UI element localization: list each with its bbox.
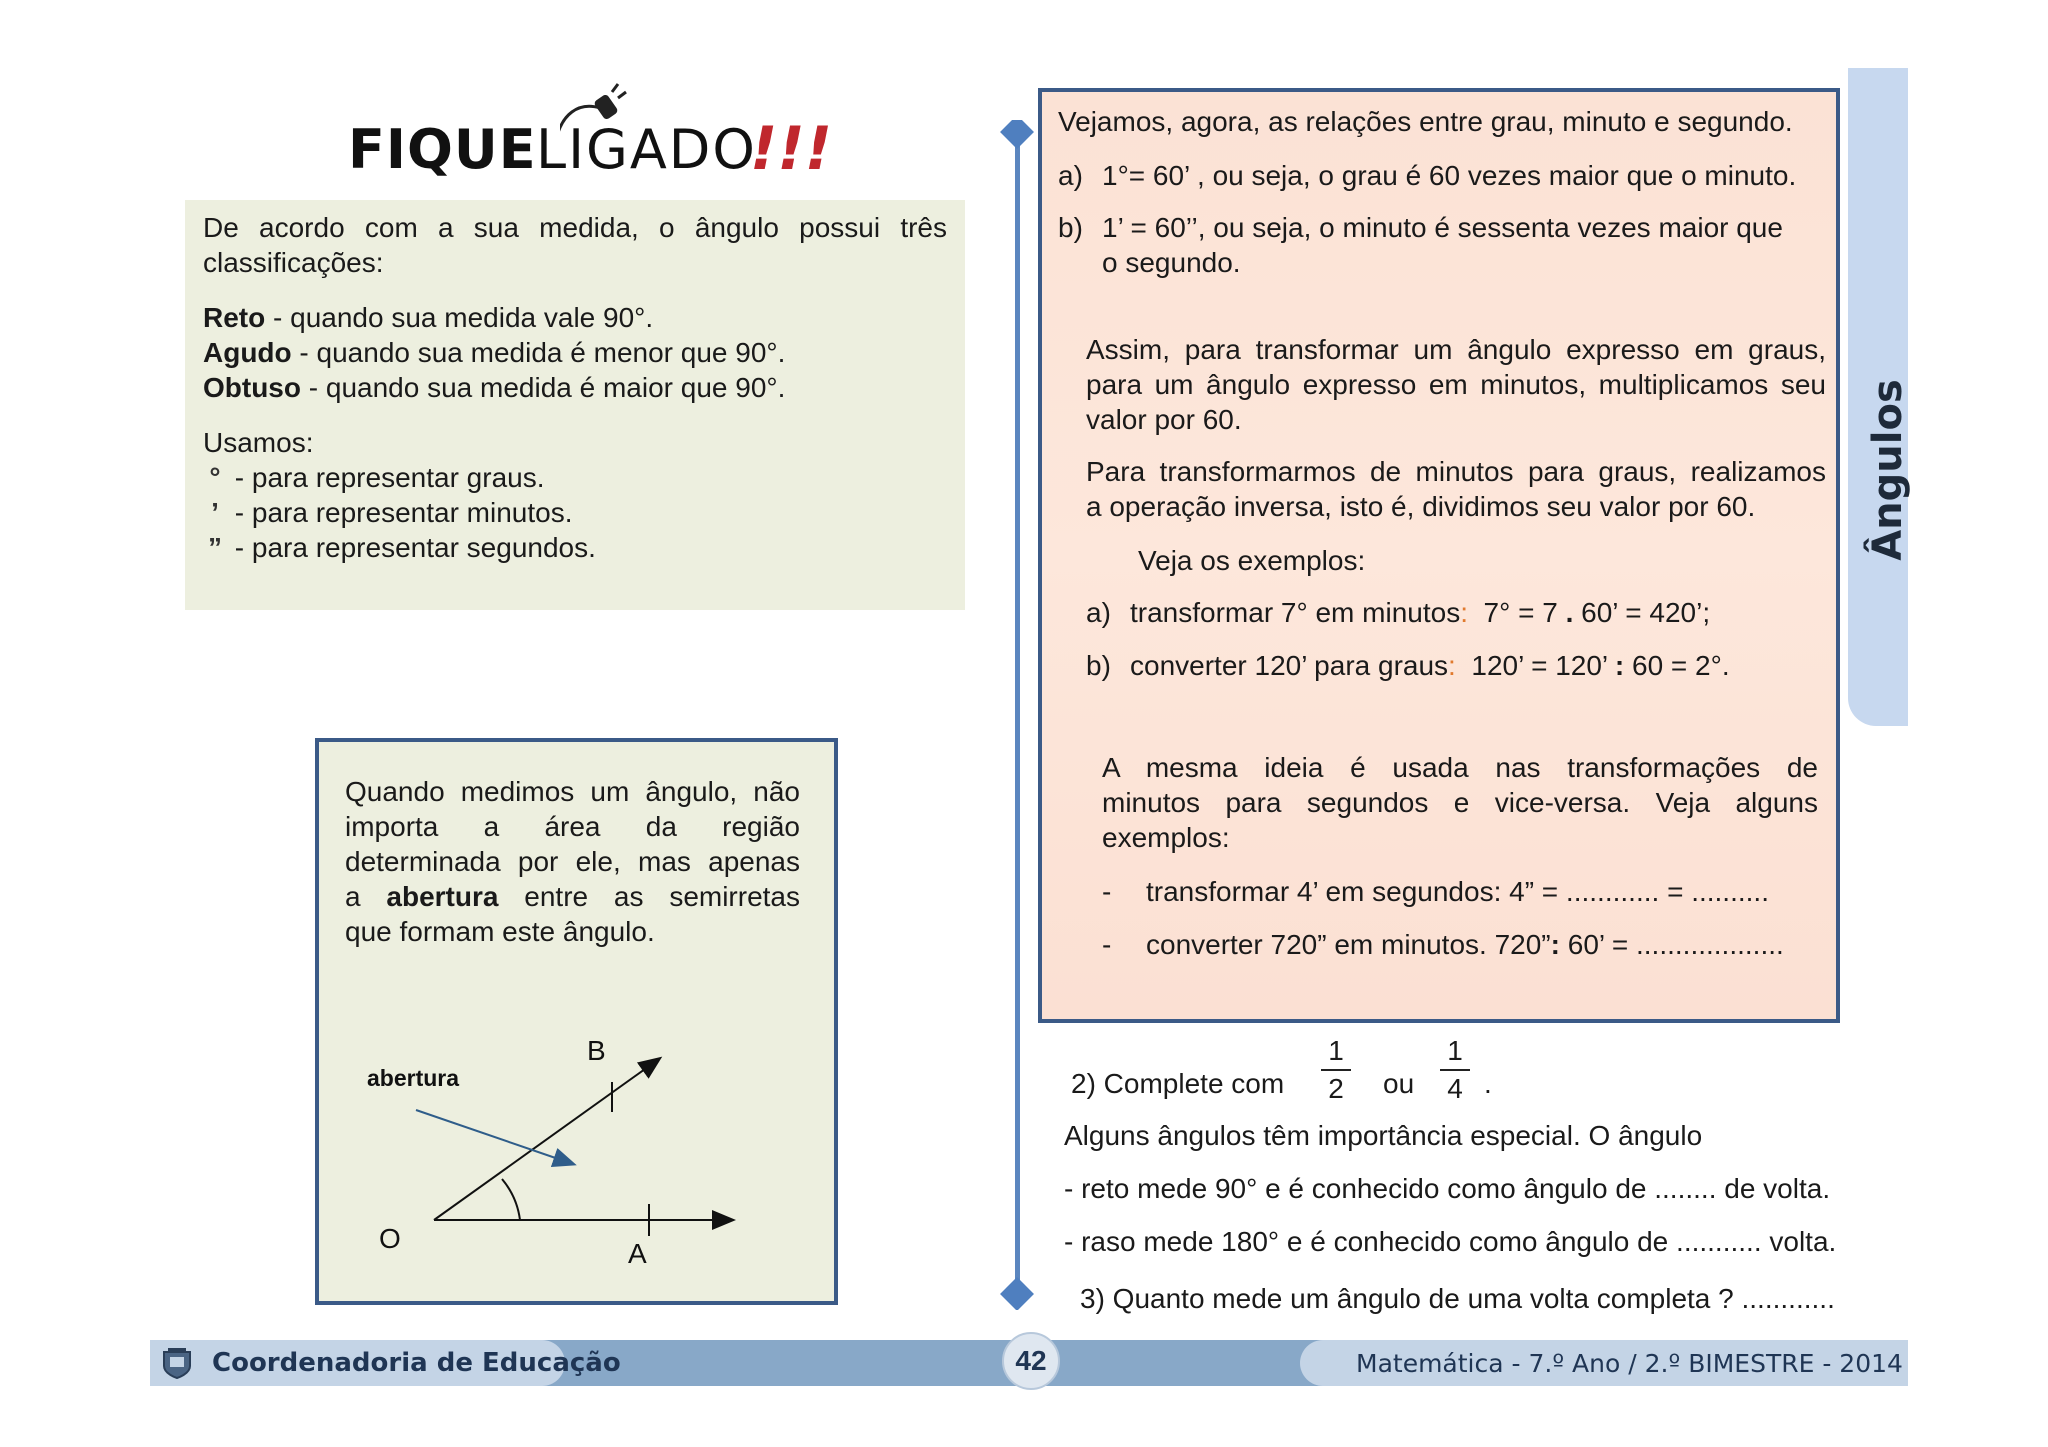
label-a: A — [628, 1238, 647, 1269]
symbol-desc: - para representar segundos. — [234, 532, 596, 563]
title-word-bold: FIQUE — [348, 118, 537, 181]
class-desc: - quando sua medida vale 90°. — [265, 302, 654, 333]
item-b-text: o segundo. — [1102, 247, 1241, 278]
degree-minute-second-box — [1038, 88, 1840, 1023]
second-symbol: ” — [208, 532, 222, 563]
text-line: minutos para segundos e vice-versa. Veja alguns — [1102, 787, 1818, 818]
title-word-light: LIGADO — [536, 118, 757, 181]
special-angles-intro: Alguns ângulos têm importância especial. O ângulo — [1064, 1120, 1703, 1151]
title-exclamation: !!! — [750, 114, 833, 184]
text-fragment: a — [345, 881, 387, 912]
page-number: 42 — [1002, 1332, 1060, 1390]
example-a — [1130, 595, 1710, 630]
minute-symbol: ’ — [211, 497, 219, 528]
footer-left-label: Coordenadoria de Educação — [212, 1348, 621, 1378]
dash-marker: - — [1102, 929, 1112, 960]
question-2: 2) Complete com — [1071, 1068, 1285, 1099]
paragraph-minutos-graus — [1086, 454, 1826, 524]
example-calc: 60 = 2°. — [1624, 650, 1730, 681]
text-line: para um ângulo expresso em minutos, multiplicamos seu — [1086, 369, 1826, 400]
or-word: ou — [1383, 1068, 1415, 1099]
paragraph-graus-minutos — [1086, 332, 1826, 437]
intro-line: classificações: — [203, 247, 384, 278]
text-line: determinada por ele, mas apenas — [345, 846, 800, 877]
example-colon: : — [1448, 650, 1456, 681]
intro-line: De acordo com a sua medida, o ângulo possui três — [203, 212, 947, 243]
fraction-numerator: 1 — [1447, 1035, 1463, 1066]
example-calc: 120’ = 120’ — [1471, 650, 1615, 681]
question-2-end: . — [1484, 1068, 1492, 1099]
class-desc: - quando sua medida é menor que 90°. — [291, 337, 786, 368]
plug-icon — [560, 82, 640, 162]
text-fragment: entre as semirretas — [498, 881, 801, 912]
examples-label: Veja os exemplos: — [1138, 545, 1366, 576]
degree-symbol: ° — [209, 462, 221, 493]
abertura-term: abertura — [386, 881, 499, 912]
symbol-minute — [203, 495, 947, 530]
example-text: converter 120’ para graus — [1130, 650, 1449, 681]
fraction-one-half — [1321, 1036, 1351, 1104]
vertical-divider — [1000, 120, 1034, 1310]
example-b-label: b) — [1086, 650, 1111, 681]
text-line: A mesma ideia é usada nas transformações de — [1102, 752, 1818, 783]
class-desc: - quando sua medida é maior que 90°. — [301, 372, 786, 403]
fraction-numerator: 1 — [1328, 1035, 1344, 1066]
symbol-second — [203, 530, 947, 565]
dash-marker: - — [1102, 876, 1112, 907]
exercise-minutos — [1146, 927, 1784, 962]
label-abertura: abertura — [367, 1065, 460, 1091]
item-a-label: a) — [1058, 160, 1083, 191]
text-line: que formam este ângulo. — [345, 916, 655, 947]
text-line: a operação inversa, isto é, dividimos seu valor por 60. — [1086, 491, 1756, 522]
example-a-label: a) — [1086, 597, 1111, 628]
label-o: O — [379, 1223, 401, 1254]
example-operator: : — [1614, 650, 1625, 681]
class-term: Obtuso — [203, 372, 301, 403]
class-obtuso — [203, 370, 947, 405]
fraction-denominator: 2 — [1328, 1073, 1344, 1104]
class-term: Reto — [203, 302, 266, 333]
symbol-degree — [203, 460, 947, 495]
diamond-marker-top — [1000, 120, 1034, 149]
text-line: Quando medimos um ângulo, não — [345, 776, 800, 807]
emblem-icon — [160, 1346, 194, 1380]
footer-right-label: Matemática - 7.º Ano / 2.º BIMESTRE - 2014 — [1356, 1349, 1903, 1378]
fraction-denominator: 4 — [1447, 1073, 1463, 1104]
ray-ob — [434, 1059, 659, 1220]
question-3: 3) Quanto mede um ângulo de uma volta completa ? ............ — [1080, 1283, 1835, 1314]
side-tab-label: Ângulos — [1865, 379, 1911, 561]
item-a-text: 1°= 60’ , ou seja, o grau é 60 vezes maior que o minuto. — [1102, 160, 1797, 191]
text-line: exemplos: — [1102, 822, 1230, 853]
class-term: Agudo — [203, 337, 292, 368]
text-line: Para transformarmos de minutos para graus, realizamos — [1086, 456, 1826, 487]
example-calc: 7° = 7 — [1483, 597, 1566, 628]
angle-arc — [502, 1179, 520, 1220]
diamond-marker-bottom — [1000, 1277, 1034, 1310]
angle-diagram — [319, 742, 834, 1301]
exercise-text: converter 720” em minutos. 720” — [1146, 929, 1551, 960]
example-text: transformar 7° em minutos — [1130, 597, 1461, 628]
usamos-label: Usamos: — [203, 427, 314, 458]
symbol-desc: - para representar graus. — [234, 462, 545, 493]
text-line: Assim, para transformar um ângulo expresso em graus, — [1086, 334, 1826, 365]
fraction-one-quarter — [1440, 1036, 1470, 1104]
example-operator: . — [1565, 597, 1574, 628]
straight-angle-line: - raso mede 180° e é conhecido como ângulo de ........... volta. — [1064, 1226, 1837, 1257]
exercise-colon: : — [1550, 929, 1560, 960]
relations-heading: Vejamos, agora, as relações entre grau, minuto e segundo. — [1058, 106, 1793, 137]
example-colon: : — [1460, 597, 1468, 628]
text-line: valor por 60. — [1086, 404, 1242, 435]
example-b — [1130, 648, 1730, 683]
label-b: B — [587, 1035, 606, 1066]
paragraph-segundos — [1102, 750, 1818, 855]
example-calc: 60’ = 420’; — [1573, 597, 1711, 628]
symbol-desc: - para representar minutos. — [234, 497, 573, 528]
class-agudo — [203, 335, 947, 370]
item-b-text: 1’ = 60’’, ou seja, o minuto é sessenta vezes maior que — [1102, 212, 1783, 243]
exercise-segundos: transformar 4’ em segundos: 4” = ............ = .......... — [1146, 876, 1769, 907]
class-reto — [203, 300, 947, 335]
exercise-text: 60’ = ................... — [1559, 929, 1784, 960]
angle-opening-box — [315, 738, 838, 1305]
classification-box — [185, 200, 965, 610]
text-line: importa a área da região — [345, 811, 800, 842]
right-angle-line: - reto mede 90° e é conhecido como ângulo de ........ de volta. — [1064, 1173, 1831, 1204]
item-b-label: b) — [1058, 212, 1083, 243]
